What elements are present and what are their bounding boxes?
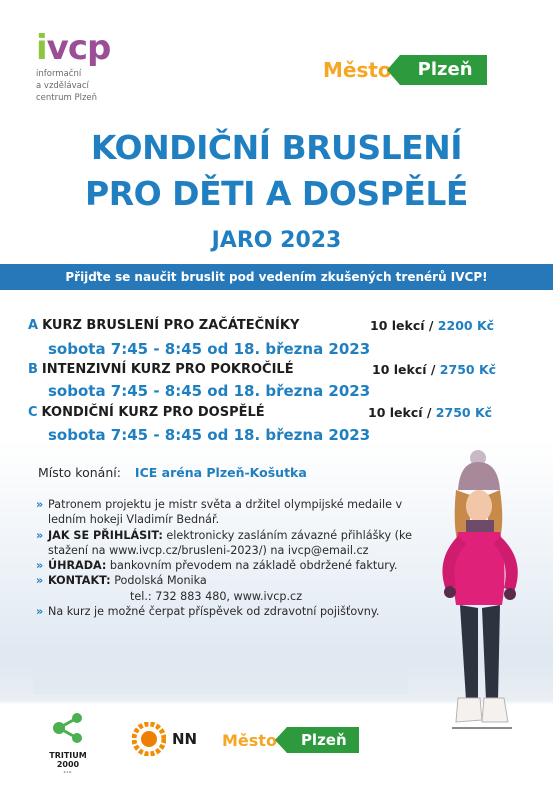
scarf [466,520,494,534]
ivcp-subtitle-line: a vzdělávací [36,81,89,91]
course-price: 2750 Kč [435,405,493,420]
title-line-1: KONDIČNÍ BRUSLENÍ [90,128,463,167]
glove-left [444,586,456,598]
course-b-price [372,362,496,377]
course-a-date: sobota 7:45 - 8:45 od 18. března 2023 [48,340,371,358]
contact-name: Podolská Monika [114,574,207,588]
hat [458,462,500,490]
course-lessons: 10 lekcí / [368,405,432,420]
mesto-word: Město [222,730,277,750]
contact-label: KONTAKT: [48,574,111,588]
tritium-name: TRITIUM 2000 [49,751,87,769]
info-insurance [36,604,421,619]
season-label: JARO 2023 [211,228,342,253]
nn-text: NN [172,730,198,748]
course-letter: C [28,405,38,420]
course-c-price [368,405,492,420]
mesto-plzen-logo [323,53,487,87]
course-name: KONDIČNÍ KURZ PRO DOSPĚLÉ [41,405,265,420]
nn-sun-icon [132,722,166,756]
venue-label: Místo konání: [38,465,121,480]
info-patron [36,497,421,528]
contact-line: tel.: 732 883 480, www.ivcp.cz [130,589,303,603]
course-price: 2750 Kč [439,362,497,377]
mesto-word: Město [323,58,392,82]
plzen-tag: Plzeň [400,55,487,85]
share-icon [51,712,85,744]
course-a-price [370,318,494,333]
ivcp-logo [36,30,110,104]
course-lessons: 10 lekcí / [370,318,434,333]
ivcp-subtitle-line: informační [36,69,82,79]
skate-right [482,698,508,722]
face [466,490,492,522]
venue-place: ICE aréna Plzeň-Košutka [134,465,307,480]
course-letter: B [28,362,38,377]
tritium-logo [38,712,98,774]
insurance-text: Na kurz je možné čerpat příspěvek od zdravotní pojišťovny. [48,605,380,619]
glove-right [504,588,516,600]
nn-logo [132,722,197,756]
course-a [28,318,299,333]
ivcp-logo-subtitle [36,68,110,104]
info-list [36,497,421,619]
course-b [28,362,294,377]
ivcp-subtitle-line: centrum Plzeň [36,93,98,103]
info-payment [36,558,421,573]
leg-right [482,605,500,700]
title-line-2: PRO DĚTI A DOSPĚLÉ [85,174,468,213]
course-c-date: sobota 7:45 - 8:45 od 18. března 2023 [48,426,371,444]
venue [38,465,307,480]
patron-text: Patronem projektu je mistr světa a držitel olympijské medaile v ledním hokeji Vladimír Bednář. [48,498,403,527]
plzen-tag: Plzeň [287,727,359,753]
blank-panel [33,664,408,694]
course-lessons: 10 lekcí / [372,362,436,377]
signup-label: JAK SE PŘIHLÁSIT: [48,528,163,542]
info-signup [36,528,421,559]
skater-illustration [400,450,550,740]
signup-text: elektronicky zasláním závazné přihlášky (ke stažení na www.ivcp.cz/brusleni-2023/) na ivcp@email.cz [48,528,412,557]
tritium-sub: s.r.o. [63,769,73,774]
ivcp-logo-word: ivcp [36,28,111,68]
course-c [28,405,265,420]
mesto-plzen-logo-footer [222,726,359,754]
payment-text: bankovním převodem na základě obdržené faktury. [109,559,398,573]
leg-left [460,605,478,700]
course-name: INTENZIVNÍ KURZ PRO POKROČILÉ [41,362,294,377]
banner: Přijďte se naučit bruslit pod vedením zkušených trenérů IVCP! [0,264,553,290]
course-letter: A [28,318,39,333]
course-b-date: sobota 7:45 - 8:45 od 18. března 2023 [48,382,371,400]
info-contact [36,573,421,604]
payment-label: ÚHRADA: [48,559,107,573]
skate-left [456,698,482,722]
course-price: 2200 Kč [437,318,495,333]
course-name: KURZ BRUSLENÍ PRO ZAČÁTEČNÍKY [42,318,300,333]
